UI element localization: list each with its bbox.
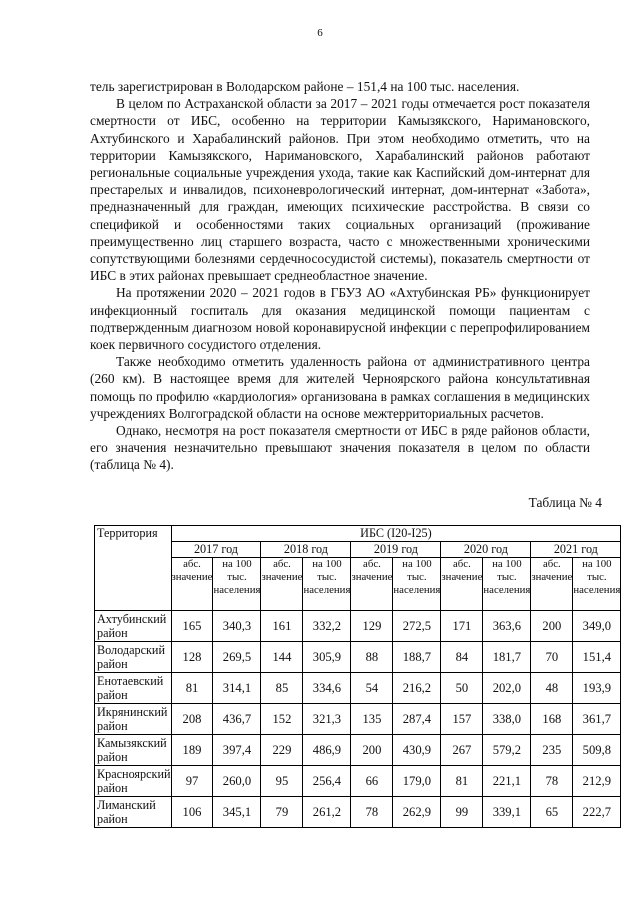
rate-value-cell: 321,3 [303,704,351,735]
paragraph-5: Однако, несмотря на рост показателя смертности от ИБС в ряде районов области, его значения незначительно превышают значения показателя в целом по области (таблица № 4). [90,423,590,473]
table-title: Таблица № 4 [528,495,602,510]
rate-value-cell: 314,1 [213,673,261,704]
abs-value-cell: 152 [261,704,303,735]
abs-value-cell: 65 [531,797,573,828]
abs-value-cell: 171 [441,611,483,642]
abs-value-cell: 165 [171,611,213,642]
body-text [90,78,590,474]
year-header: 2020 год [441,542,531,558]
abs-value-cell: 229 [261,735,303,766]
rate-header: на 100 тыс. населения [483,558,531,611]
year-header: 2017 год [171,542,261,558]
territory-name: Красноярский район [95,766,172,797]
rate-value-cell: 349,0 [573,611,621,642]
abs-value-cell: 200 [351,735,393,766]
abs-value-cell: 97 [171,766,213,797]
abs-value-cell: 189 [171,735,213,766]
abs-value-cell: 129 [351,611,393,642]
abs-value-cell: 95 [261,766,303,797]
table-row [95,766,621,797]
rate-value-cell: 338,0 [483,704,531,735]
rate-value-cell: 287,4 [393,704,441,735]
rate-header: на 100 тыс. населения [303,558,351,611]
abs-value-cell: 48 [531,673,573,704]
table-row [95,611,621,642]
abs-value-cell: 88 [351,642,393,673]
table-row [95,704,621,735]
rate-value-cell: 181,7 [483,642,531,673]
paragraph-4: Также необходимо отметить удаленность района от административного центра (260 км). В настоящее время для жителей Черноярского района консультативная помощь по профилю «кардиология» организована в рамках соглашения в медицинских учреждениях Волгоградской области на основе межтерриториальных расчетов. [90,354,590,421]
rate-value-cell: 262,9 [393,797,441,828]
rate-value-cell: 363,6 [483,611,531,642]
abs-value-cell: 208 [171,704,213,735]
abs-value-cell: 235 [531,735,573,766]
rate-value-cell: 260,0 [213,766,261,797]
page-number: 6 [317,27,323,39]
territory-name: Ахтубинский район [95,611,172,642]
abs-value-cell: 168 [531,704,573,735]
abs-value-header: абс. значение [261,558,303,611]
abs-value-cell: 161 [261,611,303,642]
territory-header: Территория [95,526,172,611]
abs-value-cell: 128 [171,642,213,673]
rate-header: на 100 тыс. населения [573,558,621,611]
abs-value-cell: 79 [261,797,303,828]
abs-value-cell: 85 [261,673,303,704]
rate-value-cell: 509,8 [573,735,621,766]
rate-value-cell: 261,2 [303,797,351,828]
rate-value-cell: 334,6 [303,673,351,704]
rate-value-cell: 332,2 [303,611,351,642]
abs-value-cell: 200 [531,611,573,642]
table-row [95,642,621,673]
abs-value-cell: 106 [171,797,213,828]
rate-value-cell: 179,0 [393,766,441,797]
abs-value-header: абс. значение [351,558,393,611]
abs-value-cell: 81 [171,673,213,704]
territory-name: Лиманский район [95,797,172,828]
rate-value-cell: 430,9 [393,735,441,766]
rate-value-cell: 579,2 [483,735,531,766]
abs-value-cell: 84 [441,642,483,673]
abs-value-header: абс. значение [171,558,213,611]
territory-name: Енотаевский район [95,673,172,704]
rate-value-cell: 216,2 [393,673,441,704]
abs-value-cell: 99 [441,797,483,828]
rate-value-cell: 345,1 [213,797,261,828]
territory-name: Володарский район [95,642,172,673]
abs-value-cell: 78 [531,766,573,797]
rate-header: на 100 тыс. населения [213,558,261,611]
rate-value-cell: 339,1 [483,797,531,828]
paragraph-3: На протяжении 2020 – 2021 годов в ГБУЗ АО «Ахтубинская РБ» функционирует инфекционный госпиталь для оказания медицинской помощи пациентам с подтвержденным диагнозом новой коронавирусной инфекции с перепрофилированием коек первичного сосудистого отделения. [90,285,590,353]
abs-value-cell: 144 [261,642,303,673]
abs-value-cell: 70 [531,642,573,673]
rate-value-cell: 212,9 [573,766,621,797]
rate-value-cell: 272,5 [393,611,441,642]
abs-value-cell: 135 [351,704,393,735]
abs-value-cell: 50 [441,673,483,704]
paragraph-1: тель зарегистрирован в Володарском районе – 151,4 на 100 тыс. населения. [90,79,520,94]
abs-value-cell: 157 [441,704,483,735]
abs-value-cell: 267 [441,735,483,766]
territory-name: Икрянинский район [95,704,172,735]
table-row [95,673,621,704]
ibs-header: ИБС (I20-I25) [171,526,621,542]
rate-header: на 100 тыс. населения [393,558,441,611]
rate-value-cell: 202,0 [483,673,531,704]
rate-value-cell: 256,4 [303,766,351,797]
paragraph-2: В целом по Астраханской области за 2017 – 2021 годы отмечается рост показателя смертности от ИБС, особенно на территории Камызякского, Наримановского, Ахтубинского и Харабалинский районов. При этом необходимо отметить, что на территории Камызякского, Наримановского, Харабалинский районов работают региональные социальные учреждения ухода, такие как Каспийский дом-интернат для престарелых и инвалидов, психоневрологический интернат, дом-интернат «Забота», предназначенный для граждан, имеющих психические расстройства. В связи со спецификой и особенностями таких социальных организаций (проживание преимущественно лиц старшего возраста, часто с множественными хроническими сопутствующими болезнями сердечнососудистой системы), показатель смертности от ИБС в этих районах превышает среднеобластное значение. [90,96,590,284]
rate-value-cell: 436,7 [213,704,261,735]
abs-value-cell: 66 [351,766,393,797]
rate-value-cell: 193,9 [573,673,621,704]
rate-value-cell: 340,3 [213,611,261,642]
table-row [95,735,621,766]
mortality-table [94,525,621,828]
rate-value-cell: 361,7 [573,704,621,735]
year-header: 2018 год [261,542,351,558]
rate-value-cell: 188,7 [393,642,441,673]
abs-value-cell: 81 [441,766,483,797]
rate-value-cell: 151,4 [573,642,621,673]
table-body [95,611,621,828]
abs-value-header: абс. значение [531,558,573,611]
abs-value-cell: 78 [351,797,393,828]
rate-value-cell: 486,9 [303,735,351,766]
abs-value-cell: 54 [351,673,393,704]
abs-value-header: абс. значение [441,558,483,611]
table-row [95,797,621,828]
rate-value-cell: 305,9 [303,642,351,673]
rate-value-cell: 269,5 [213,642,261,673]
year-header: 2019 год [351,542,441,558]
rate-value-cell: 221,1 [483,766,531,797]
territory-name: Камызякский район [95,735,172,766]
year-header: 2021 год [531,542,621,558]
rate-value-cell: 397,4 [213,735,261,766]
rate-value-cell: 222,7 [573,797,621,828]
